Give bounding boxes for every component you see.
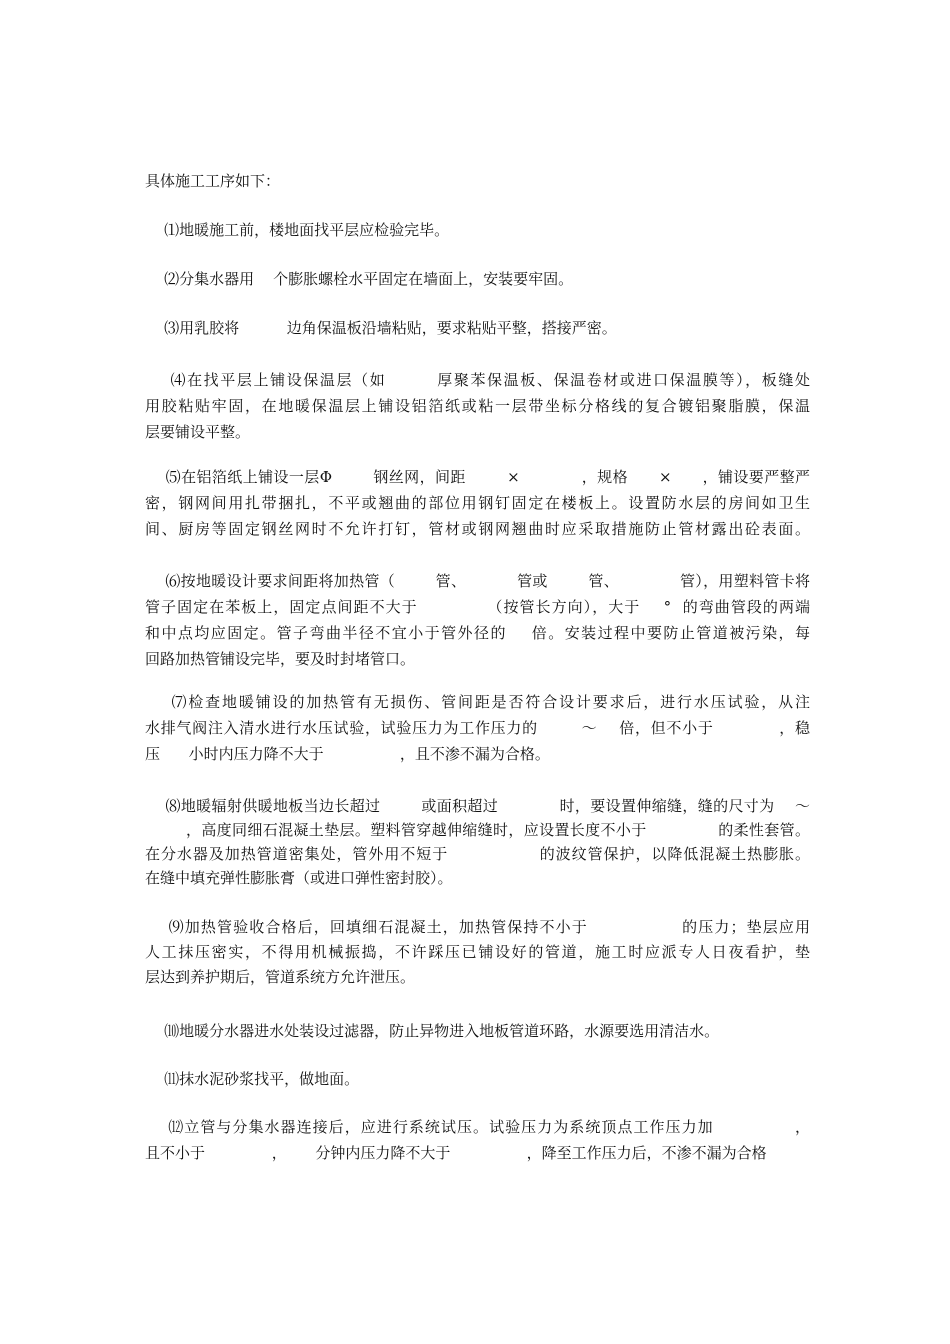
para-9-line-3: 层达到养护期后，管道系统方允许泄压。 — [145, 968, 416, 986]
heading: 具体施工工序如下： — [145, 172, 281, 190]
para-4-line-3: 层要铺设平整。 — [145, 423, 251, 441]
para-6-line-3: 和中点均应固定。管子弯曲半径不宜小于管外径的 倍。安装过程中要防止管道被污染，每 — [145, 624, 810, 642]
para-10-line-1: ⑽地暖分水器进水处装设过滤器，防止异物进入地板管道环路，水源要选用清洁水。 — [145, 1022, 720, 1040]
para-9-line-2: 人工抹压密实，不得用机械振捣，不许踩压已铺设好的管道，施工时应派专人日夜看护，垫 — [145, 943, 810, 961]
para-8-line-1: ⑻地暖辐射供暖地板当边长超过 或面积超过 时，要设置伸缩缝，缝的尺寸为 ～ — [145, 797, 810, 815]
para-12-line-2: 且不小于 ， 分钟内压力降不大于 ，降至工作压力后，不渗不漏为合格 — [145, 1144, 767, 1162]
para-7-line-2: 水排气阀注入清水进行水压试验，试验压力为工作压力的 ～ 倍，但不小于 ，稳 — [145, 719, 810, 737]
para-7-line-1: ⑺检查地暖铺设的加热管有无损伤、管间距是否符合设计要求后，进行水压试验，从注 — [145, 693, 810, 711]
para-4-line-2: 用胶粘贴牢固，在地暖保温层上铺设铝箔纸或粘一层带坐标分格线的复合镀铝聚脂膜，保温 — [145, 397, 810, 415]
para-5-line-2: 密，钢网间用扎带捆扎，不平或翘曲的部位用钢钉固定在楼板上。设置防水层的房间如卫生 — [145, 494, 810, 512]
para-8-line-2: ，高度同细石混凝土垫层。塑料管穿越伸缩缝时，应设置长度不小于 的柔性套管。 — [145, 821, 810, 839]
para-6-line-1: ⑹按地暖设计要求间距将加热管（ 管、 管或 管、 管），用塑料管卡将 — [145, 572, 810, 590]
para-2-line-1: ⑵分集水器用 个膨胀螺栓水平固定在墙面上，安装要牢固。 — [145, 270, 574, 288]
para-1-line-1: ⑴地暖施工前，楼地面找平层应检验完毕。 — [145, 221, 450, 239]
para-8-line-3: 在分水器及加热管道密集处，管外用不短于 的波纹管保护，以降低混凝土热膨胀。 — [145, 845, 810, 863]
para-5-line-3: 间、厨房等固定钢丝网时不允许打钉，管材或钢网翘曲时应采取措施防止管材露出砼表面。 — [145, 520, 810, 538]
para-12-line-1: ⑿立管与分集水器连接后，应进行系统试压。试验压力为系统顶点工作压力加 ， — [145, 1118, 810, 1136]
para-5-line-1: ⑸在铝箔纸上铺设一层Φ 钢丝网，间距 × ，规格 × ，铺设要严整严 — [145, 468, 810, 486]
para-6-line-2: 管子固定在苯板上，固定点间距不大于 （按管长方向），大于 ° 的弯曲管段的两端 — [145, 598, 810, 616]
para-9-line-1: ⑼加热管验收合格后，回填细石混凝土，加热管保持不小于 的压力；垫层应用 — [145, 918, 810, 936]
para-8-line-4: 在缝中填充弹性膨胀膏（或进口弹性密封胶）。 — [145, 869, 453, 887]
para-6-line-4: 回路加热管铺设完毕，要及时封堵管口。 — [145, 650, 416, 668]
para-3-line-1: ⑶用乳胶将 边角保温板沿墙粘贴，要求粘贴平整，搭接严密。 — [145, 319, 617, 337]
para-4-line-1: ⑷在找平层上铺设保温层（如 厚聚苯保温板、保温卷材或进口保温膜等），板缝处 — [145, 371, 810, 389]
para-11-line-1: ⑾抹水泥砂浆找平，做地面。 — [145, 1070, 360, 1088]
para-7-line-3: 压 小时内压力降不大于 ，且不渗不漏为合格。 — [145, 745, 550, 763]
